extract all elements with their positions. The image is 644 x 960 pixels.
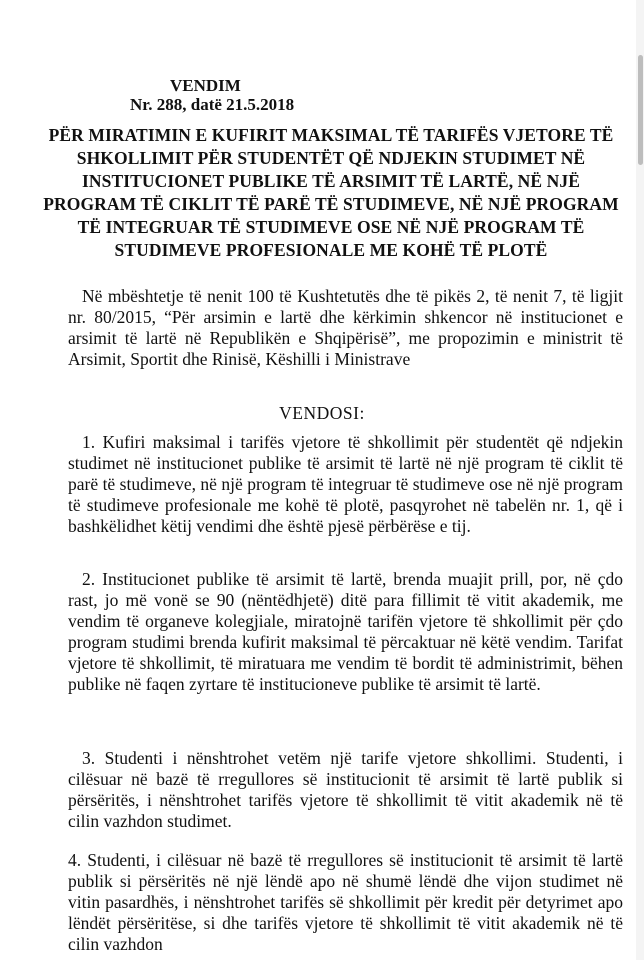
decides-heading: VENDOSI: [279,403,365,423]
decision-title: PËR MIRATIMIN E KUFIRIT MAKSIMAL TË TARIFËS VJETORE TË SHKOLLIMIT PËR STUDENTËT QË NDJEKIN STUDIMET NË INSTITUCIONET PUBLIKE TË ARSIMIT TË LARTË, NË NJË PROGRAM TË CIKLIT TË PARË TË STUDIMEVE, NË NJË PROGRAM TË INTEGRUAR TË STUDIMEVE OSE NË NJË PROGRAM TË STUDIMEVE PROFESIONALE ME KOHË TË PLOTË [43,125,619,260]
decision-number-date: Nr. 288, datë 21.5.2018 [130,95,295,114]
intro-paragraph: Në mbështetje të nenit 100 të Kushtetutës dhe të pikës 2, të nenit 7, të ligjit nr. 80/2015, “Për arsimin e lartë dhe kërkimin shkencor në institucionet e arsimit të lartë në Republikën e Shqipërisë”, me propozimin e ministrit të Arsimit, Sportit dhe Rinisë, Këshilli i Ministrave [68,286,623,369]
paragraph-3: 3. Studenti i nënshtrohet vetëm një tarife vjetore shkollimi. Studenti, i cilësuar në bazë të rregullores së institucionit të arsimit të lartë publik si përsëritës, i nënshtrohet tarifës vjetore të shkollimit të vitit akademik në të cilin vazhdon studimet. [68,748,623,831]
paragraph-2: 2. Institucionet publike të arsimit të lartë, brenda muajit prill, por, në çdo rast, jo më vonë se 90 (nëntëdhjetë) ditë para fillimit të vitit akademik, me vendim të organeve kolegjiale, miratojnë tarifën vjetore të shkollimit për çdo program studimi brenda kufirit maksimal të përcaktuar në këtë vendim. Tarifat vjetore të shkollimit, të miratuara me vendim të bordit të administrimit, bëhen publike në faqen zyrtare të institucioneve publike të arsimit të lartë. [68,569,623,694]
scrollbar-thumb[interactable] [638,55,643,165]
vertical-scrollbar[interactable] [636,0,644,960]
paragraph-1: 1. Kufiri maksimal i tarifës vjetore të shkollimit për studentët që ndjekin studimet në institucionet publike të arsimit të lartë në një program të ciklit të parë të studimeve, në një program të integruar të studimeve ose në një program të studimeve profesionale me kohë të plotë, pasqyrohet në tabelën nr. 1, që i bashkëlidhet këtij vendimi dhe është pjesë përbërëse e tij. [68,432,623,536]
paragraph-4: 4. Studenti, i cilësuar në bazë të rregullores së institucionit të arsimit të lartë publik si përsëritës në një lëndë apo në shumë lëndë dhe vijon studimet në vitin pasardhës, i nënshtrohet tarifës së shkollimit për kredit për detyrimet apo lëndët përsëritëse, si dhe tarifës vjetore të shkollimit të vitit akademik në të cilin vazhdon [68,850,623,954]
decision-heading: VENDIM [170,76,241,95]
